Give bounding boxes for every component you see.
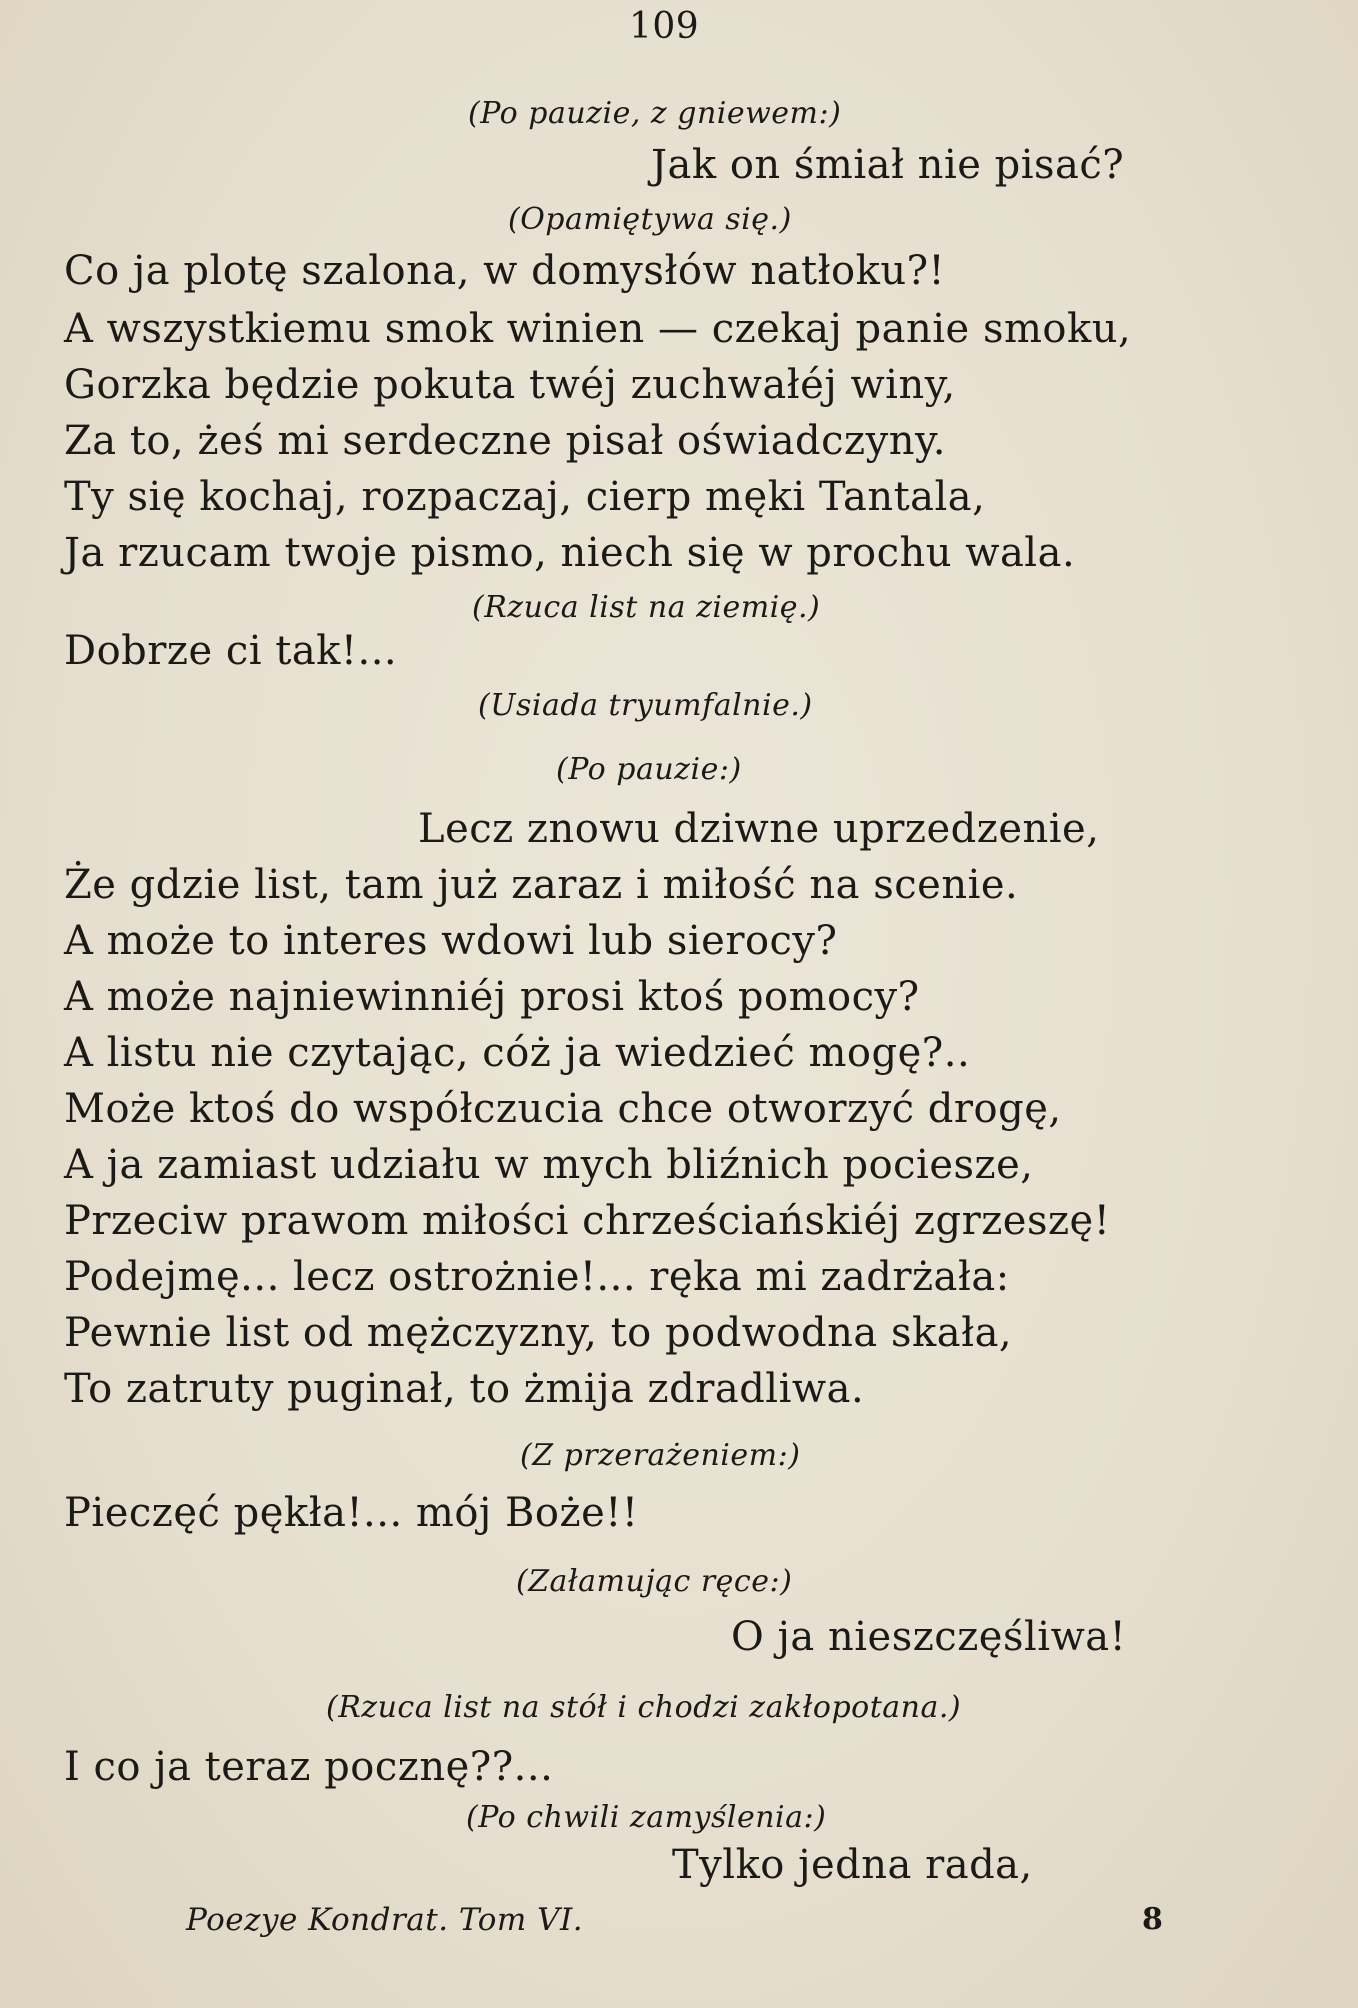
stage-direction: (Z przerażeniem:) bbox=[520, 1438, 801, 1473]
verse-line: A wszystkiemu smok winien — czekaj panie smoku, bbox=[64, 306, 1132, 352]
verse-line: Gorzka będzie pokuta twéj zuchwałéj winy, bbox=[64, 362, 956, 408]
verse-line: Jak on śmiał nie pisać? bbox=[651, 142, 1125, 188]
verse-line: Pieczęć pękła!... mój Boże!! bbox=[64, 1490, 639, 1536]
verse-line: A może najniewinniéj prosi ktoś pomocy? bbox=[64, 974, 920, 1020]
verse-line: To zatruty puginał, to żmija zdradliwa. bbox=[64, 1366, 865, 1412]
verse-line: Może ktoś do współczucia chce otworzyć drogę, bbox=[64, 1086, 1062, 1132]
verse-line: Za to, żeś mi serdeczne pisał oświadczyny. bbox=[64, 418, 946, 464]
stage-direction: (Opamiętywa się.) bbox=[508, 202, 792, 237]
stage-direction: (Po chwili zamyślenia:) bbox=[466, 1800, 827, 1835]
verse-line: A listu nie czytając, cóż ja wiedzieć mogę?.. bbox=[64, 1030, 971, 1076]
stage-direction: (Rzuca list na stół i chodzi zakłopotana.) bbox=[326, 1690, 962, 1725]
verse-line: I co ja teraz pocznę??... bbox=[64, 1744, 554, 1790]
stage-direction: (Usiada tryumfalnie.) bbox=[478, 688, 813, 723]
verse-line: Co ja plotę szalona, w domysłów natłoku?! bbox=[64, 248, 946, 294]
verse-line: Że gdzie list, tam już zaraz i miłość na scenie. bbox=[64, 862, 1019, 908]
verse-line: Podejmę... lecz ostrożnie!... ręka mi zadrżała: bbox=[64, 1254, 1010, 1300]
verse-line: Dobrze ci tak!... bbox=[64, 628, 398, 674]
verse-line: Lecz znowu dziwne uprzedzenie, bbox=[418, 806, 1100, 852]
verse-line: O ja nieszczęśliwa! bbox=[731, 1614, 1127, 1660]
signature-mark: 8 bbox=[1142, 1902, 1164, 1937]
verse-line: A może to interes wdowi lub sierocy? bbox=[64, 918, 838, 964]
verse-line: Tylko jedna rada, bbox=[672, 1842, 1033, 1888]
verse-line: Ja rzucam twoje pismo, niech się w prochu wala. bbox=[64, 530, 1076, 576]
stage-direction: (Załamując ręce:) bbox=[516, 1564, 793, 1599]
verse-line: A ja zamiast udziału w mych bliźnich pociesze, bbox=[64, 1142, 1034, 1188]
verse-line: Przeciw prawom miłości chrześciańskiéj zgrzeszę! bbox=[64, 1198, 1111, 1244]
footer-title: Poezye Kondrat. Tom VI. bbox=[186, 1902, 584, 1938]
verse-line: Ty się kochaj, rozpaczaj, cierp męki Tantala, bbox=[64, 474, 986, 520]
stage-direction: (Rzuca list na ziemię.) bbox=[472, 590, 821, 625]
page-number: 109 bbox=[629, 6, 700, 47]
stage-direction: (Po pauzie:) bbox=[556, 752, 742, 787]
stage-direction: (Po pauzie, z gniewem:) bbox=[468, 96, 842, 131]
verse-line: Pewnie list od mężczyzny, to podwodna skała, bbox=[64, 1310, 1013, 1356]
